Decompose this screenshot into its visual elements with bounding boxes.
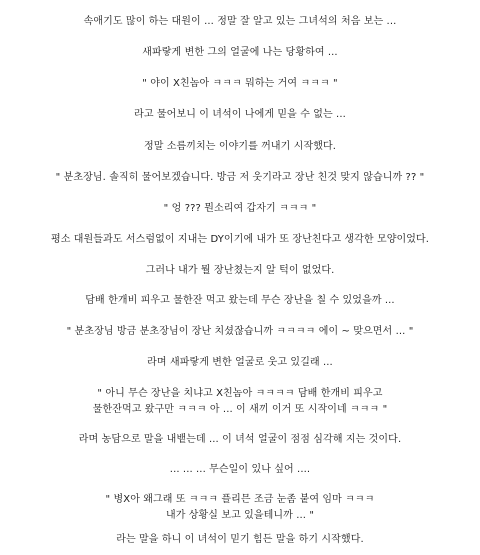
story-line: " 병X아 왜그래 또 ㅋㅋㅋ 플리믄 조금 눈좀 붙여 임마 ㅋㅋㅋ xyxy=(105,494,375,505)
story-line: 라며 농담으로 말을 내뱉는데 ... 이 녀석 얼굴이 점점 심각해 지는 것이다. xyxy=(78,434,402,445)
story-line: " 분초장님. 솔직히 물어보겠습니다. 방금 저 웃기라고 장난 친것 맞지 않습니까 ?? " xyxy=(55,172,425,183)
story-line: 라며 새파랗게 변한 얼굴로 웃고 있길래 ... xyxy=(147,357,333,368)
story-line: 라고 물어보니 이 녀석이 나에게 믿을 수 없는 ... xyxy=(134,109,346,120)
story-line: 물한잔먹고 왔구만 ㅋㅋㅋ 아 ... 이 새끼 이거 또 시작이네 ㅋㅋㅋ " xyxy=(92,404,388,415)
story-line: " 아니 무슨 장난을 치냐고 X친놈아 ㅋㅋㅋㅋ 담배 한개비 피우고 xyxy=(97,388,383,399)
story-line: 속애기도 많이 하는 대원이 ... 정말 잘 알고 있는 그녀석의 처음 보는 ... xyxy=(83,16,397,27)
story-line: " 야이 X친놈아 ㅋㅋㅋ 뭐하는 거여 ㅋㅋㅋ " xyxy=(142,78,338,89)
story-line: 라는 말을 하니 이 녀석이 믿기 힘든 말을 하기 시작했다. xyxy=(116,534,364,545)
story-line: 그러나 내가 뭘 장난쳤는지 알 턱이 없었다. xyxy=(145,265,335,276)
story-line: 내가 상황실 보고 있을테니까 ... " xyxy=(165,510,315,521)
story-line: ... ... ... 무슨일이 있나 싶어 .... xyxy=(169,464,311,475)
story-line: 평소 대원들과도 서스럼없이 지내는 DY이기에 내가 또 장난친다고 생각한 모양이었다. xyxy=(50,234,430,245)
story-line: " 분초장님 방금 분초장님이 장난 치셨잖습니까 ㅋㅋㅋㅋ 에이 ~ 맞으면서 ... " xyxy=(66,326,414,337)
story-line: 정말 소름끼치는 이야기를 꺼내기 시작했다. xyxy=(143,141,337,152)
story-line: " 엉 ??? 뭔소리여 갑자기 ㅋㅋㅋ " xyxy=(163,203,317,214)
story-line: 담배 한개비 피우고 물한잔 먹고 왔는데 무슨 장난을 칠 수 있었을까 ... xyxy=(85,295,395,306)
story-line: 새파랗게 변한 그의 얼굴에 나는 당황하여 ... xyxy=(142,47,338,58)
